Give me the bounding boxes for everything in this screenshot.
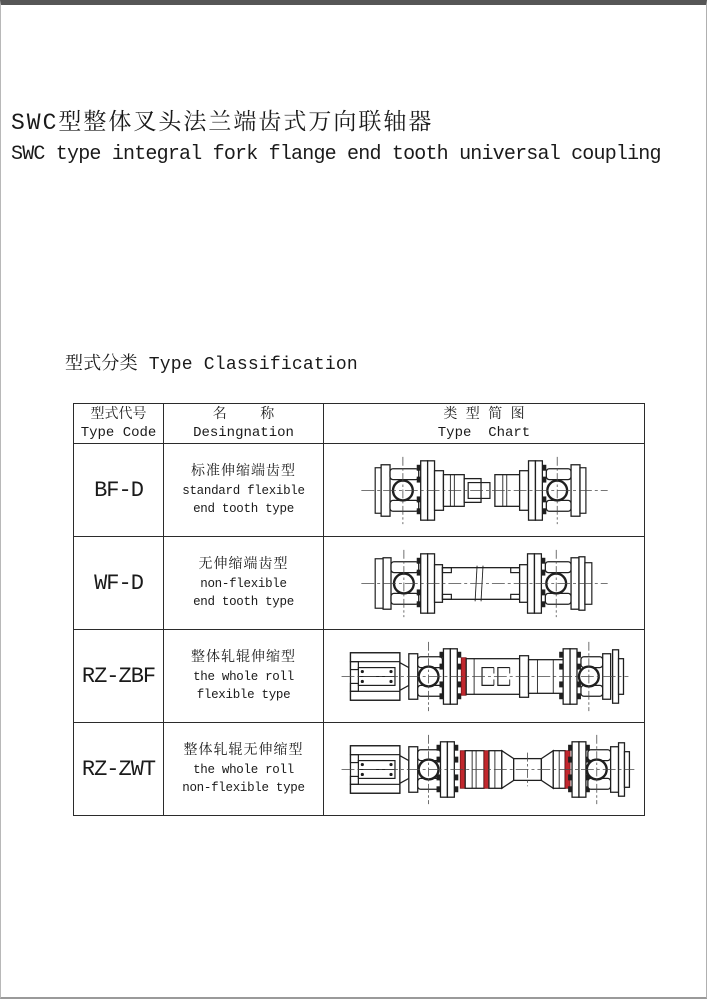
designation-en-line2: non-flexible type bbox=[182, 781, 305, 795]
type-classification-table bbox=[73, 403, 645, 816]
designation-en-line1: the whole roll bbox=[193, 670, 294, 684]
type-code-rz-zbf: RZ-ZBF bbox=[74, 630, 164, 723]
header-type-chart-cn: 类 型 简 图 bbox=[443, 406, 525, 423]
coupling-drawing-wf-d bbox=[324, 537, 645, 629]
section-heading: 型式分类 Type Classification bbox=[65, 355, 358, 375]
type-code-rz-zwt: RZ-ZWT bbox=[74, 723, 164, 816]
designation-en-line2: end tooth type bbox=[193, 595, 294, 609]
designation-en-line2: flexible type bbox=[196, 688, 291, 702]
table-row bbox=[74, 444, 645, 537]
table-row bbox=[74, 723, 645, 816]
title-block bbox=[11, 107, 661, 170]
coupling-drawing-rz-zbf bbox=[324, 630, 645, 722]
designation-en-line1: the whole roll bbox=[193, 763, 294, 777]
table-header-row bbox=[74, 404, 645, 444]
table-row bbox=[74, 630, 645, 723]
designation-wf-d bbox=[164, 537, 324, 630]
type-chart-rz-zbf bbox=[324, 630, 645, 723]
designation-rz-zwt bbox=[164, 723, 324, 816]
type-chart-wf-d bbox=[324, 537, 645, 630]
header-designation-cn: 名 称 bbox=[212, 406, 275, 423]
coupling-drawing-rz-zwt bbox=[324, 723, 645, 815]
designation-en-line1: non-flexible bbox=[200, 577, 287, 591]
designation-en-line2: end tooth type bbox=[193, 502, 294, 516]
type-code-wf-d: WF-D bbox=[74, 537, 164, 630]
designation-cn: 整体轧辊无伸缩型 bbox=[183, 743, 304, 759]
header-type-chart bbox=[324, 404, 645, 444]
table-row bbox=[74, 537, 645, 630]
type-chart-bf-d bbox=[324, 444, 645, 537]
designation-cn: 无伸缩端齿型 bbox=[198, 557, 289, 573]
designation-bf-d bbox=[164, 444, 324, 537]
type-chart-rz-zwt bbox=[324, 723, 645, 816]
header-type-code bbox=[74, 404, 164, 444]
header-type-code-en: Type Code bbox=[80, 424, 157, 441]
designation-rz-zbf bbox=[164, 630, 324, 723]
header-type-code-cn: 型式代号 bbox=[90, 406, 147, 423]
coupling-drawing-bf-d bbox=[324, 444, 645, 536]
designation-cn: 标准伸缩端齿型 bbox=[191, 464, 296, 480]
type-code-bf-d: BF-D bbox=[74, 444, 164, 537]
page-title-english: SWC type integral fork flange end tooth universal coupling bbox=[11, 143, 661, 166]
page-title-chinese: SWC型整体叉头法兰端齿式万向联轴器 bbox=[11, 110, 434, 136]
header-designation-en: Desingnation bbox=[193, 424, 294, 441]
header-designation bbox=[164, 404, 324, 444]
header-type-chart-en: Type Chart bbox=[437, 424, 531, 441]
designation-en-line1: standard flexible bbox=[182, 484, 305, 498]
designation-cn: 整体轧辊伸缩型 bbox=[191, 650, 296, 666]
